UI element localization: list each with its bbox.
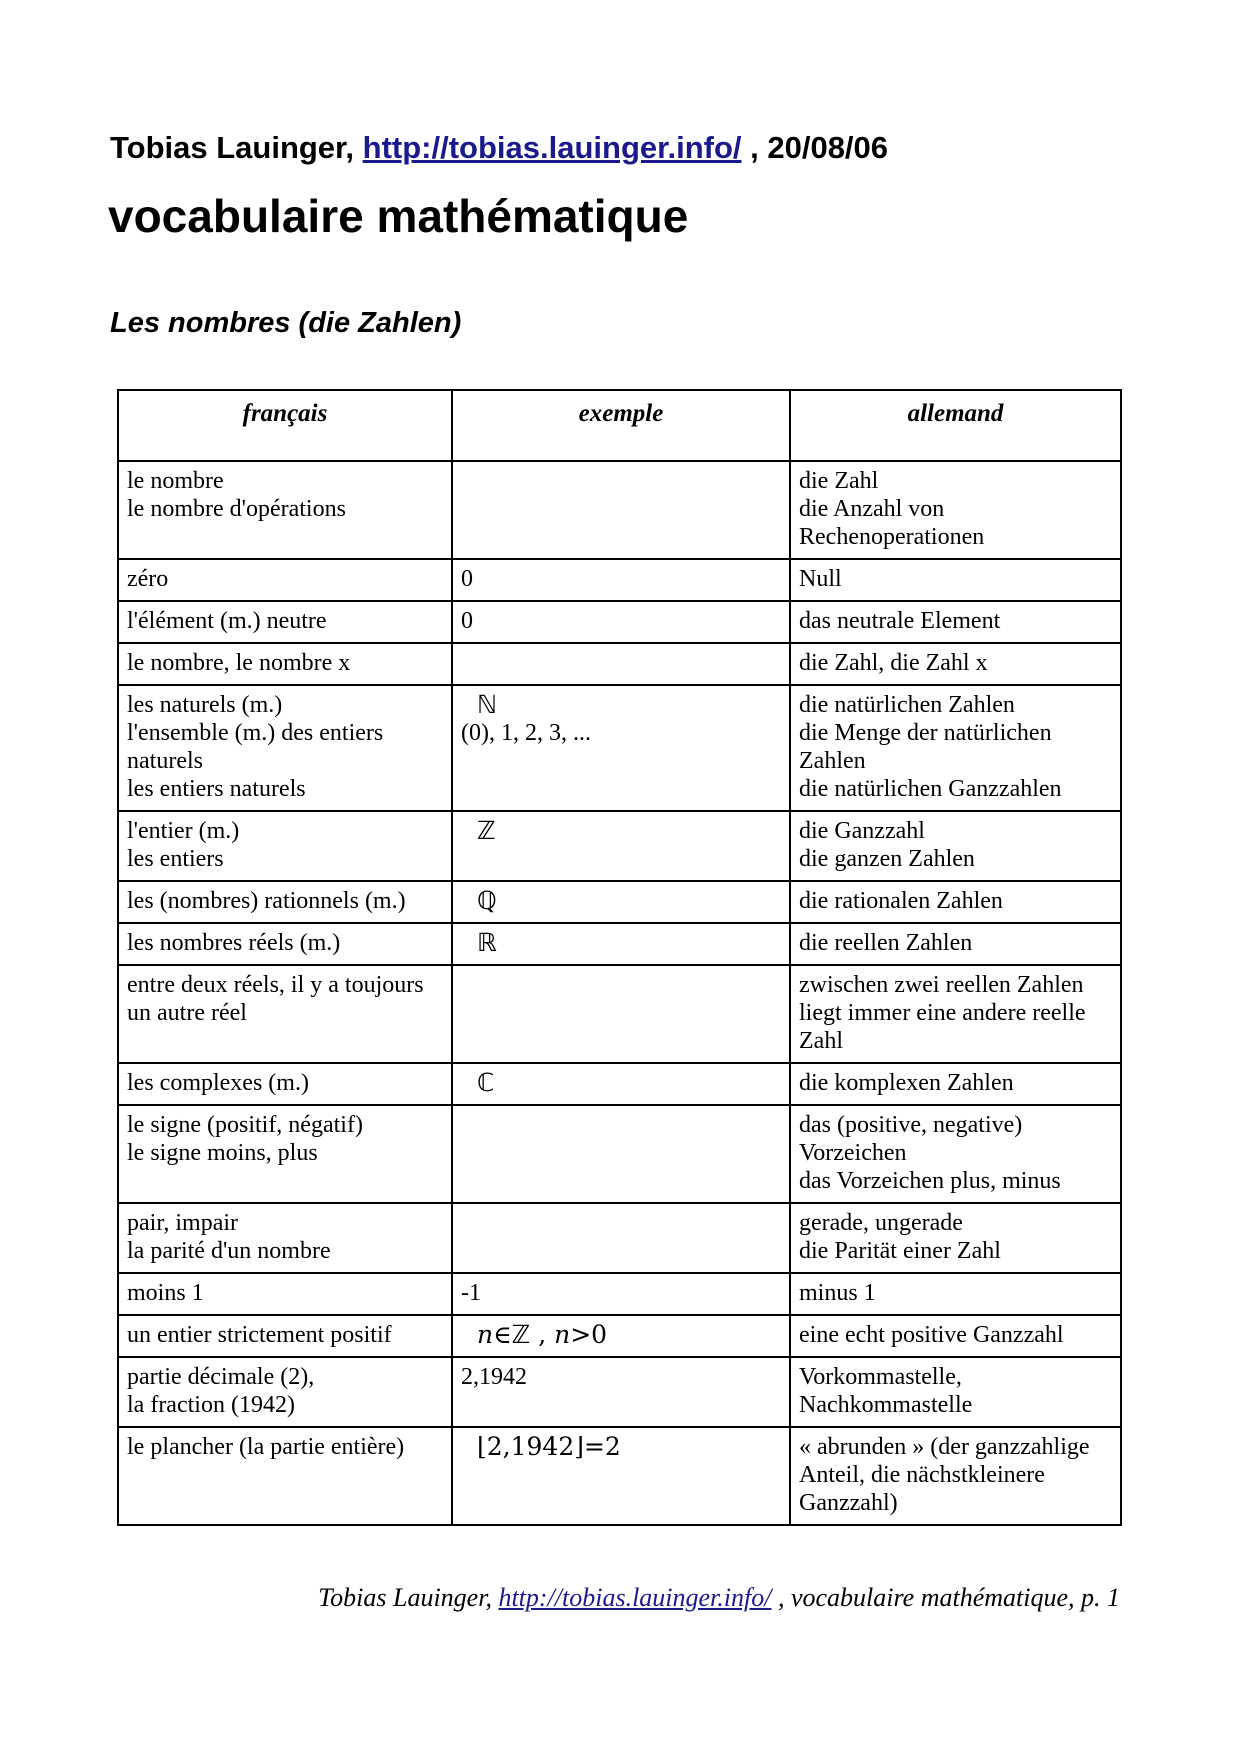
cell-line: minus 1: [799, 1280, 876, 1306]
cell-line: l'ensemble (m.) des entiers: [127, 720, 384, 746]
table-row: [118, 1203, 1121, 1273]
cell-line: « abrunden » (der ganzzahlige: [799, 1434, 1090, 1460]
doc-date: , 20/08/06: [741, 130, 889, 165]
cell-line: les complexes (m.): [127, 1070, 309, 1096]
cell-line: die komplexen Zahlen: [799, 1070, 1014, 1096]
formula-segment: >0: [570, 1320, 608, 1349]
cell-line: le signe (positif, négatif): [127, 1112, 363, 1138]
cell-line: le signe moins, plus: [127, 1140, 318, 1166]
cell-line: die natürlichen Zahlen: [799, 692, 1015, 718]
cell-line: die Menge der natürlichen: [799, 720, 1052, 746]
col-header-francais: français: [118, 390, 452, 461]
col-header-allemand: allemand: [790, 390, 1121, 461]
math-formula: [477, 1321, 781, 1349]
cell-allemand: [790, 965, 1121, 1063]
vocab-table-head: [118, 390, 1121, 461]
table-row: [118, 1315, 1121, 1357]
cell-line: la parité d'un nombre: [127, 1238, 331, 1264]
table-row: [118, 965, 1121, 1063]
table-row: [118, 1427, 1121, 1525]
cell-line: die reellen Zahlen: [799, 930, 973, 956]
cell-allemand: [790, 1203, 1121, 1273]
cell-line: eine echt positive Ganzzahl: [799, 1322, 1064, 1348]
author-website-link[interactable]: http://tobias.lauinger.info/: [362, 130, 742, 165]
cell-line: Zahlen: [799, 748, 866, 774]
cell-allemand: [790, 811, 1121, 881]
cell-line: -1: [461, 1280, 481, 1306]
math-formula: [477, 887, 781, 915]
vocab-table-body: [118, 461, 1121, 1525]
table-row: [118, 461, 1121, 559]
formula-segment: n: [554, 1320, 571, 1349]
cell-francais: [118, 1203, 452, 1273]
cell-line: Rechenoperationen: [799, 524, 985, 550]
cell-francais: [118, 601, 452, 643]
cell-line: un entier strictement positif: [127, 1322, 392, 1348]
cell-line: das neutrale Element: [799, 608, 1001, 634]
cell-line: das Vorzeichen plus, minus: [799, 1168, 1061, 1194]
cell-francais: [118, 1357, 452, 1427]
cell-allemand: [790, 461, 1121, 559]
cell-line: un autre réel: [127, 1000, 247, 1026]
doc-footer: [318, 1583, 1120, 1613]
formula-segment: ℝ: [477, 928, 497, 957]
cell-allemand: [790, 881, 1121, 923]
cell-francais: [118, 559, 452, 601]
cell-allemand: [790, 601, 1121, 643]
formula-segment: ℕ: [477, 690, 498, 719]
table-row: [118, 811, 1121, 881]
cell-exemple: [452, 685, 790, 811]
cell-line: la fraction (1942): [127, 1392, 295, 1418]
col-header-exemple: exemple: [452, 390, 790, 461]
cell-line: les entiers naturels: [127, 776, 306, 802]
cell-francais: [118, 881, 452, 923]
table-row: [118, 1063, 1121, 1105]
math-formula: [477, 1433, 781, 1461]
cell-line: partie décimale (2),: [127, 1364, 315, 1390]
cell-line: les nombres réels (m.): [127, 930, 341, 956]
cell-line: naturels: [127, 748, 203, 774]
formula-segment: ℤ: [511, 1320, 531, 1349]
cell-line: die Parität einer Zahl: [799, 1238, 1001, 1264]
cell-exemple: [452, 965, 790, 1063]
table-row: [118, 1357, 1121, 1427]
cell-exemple: [452, 1063, 790, 1105]
footer-author: Tobias Lauinger,: [318, 1583, 499, 1612]
cell-allemand: [790, 923, 1121, 965]
cell-allemand: [790, 1357, 1121, 1427]
cell-line: die Zahl, die Zahl x: [799, 650, 988, 676]
cell-line: l'entier (m.): [127, 818, 240, 844]
cell-allemand: [790, 1315, 1121, 1357]
cell-exemple: [452, 1315, 790, 1357]
cell-line: die rationalen Zahlen: [799, 888, 1003, 914]
section-heading: Les nombres (die Zahlen): [110, 307, 462, 339]
cell-exemple: [452, 1357, 790, 1427]
cell-line: 0: [461, 566, 473, 592]
cell-line: zwischen zwei reellen Zahlen: [799, 972, 1084, 998]
cell-exemple: [452, 1203, 790, 1273]
cell-line: das (positive, negative): [799, 1112, 1023, 1138]
cell-line: gerade, ungerade: [799, 1210, 963, 1236]
cell-francais: [118, 923, 452, 965]
footer-website-link[interactable]: http://tobias.lauinger.info/: [498, 1583, 772, 1612]
cell-line: l'élément (m.) neutre: [127, 608, 327, 634]
cell-exemple: [452, 881, 790, 923]
author-name: Tobias Lauinger,: [110, 130, 363, 165]
cell-line: les (nombres) rationnels (m.): [127, 888, 406, 914]
header-row: [118, 390, 1121, 461]
cell-allemand: [790, 643, 1121, 685]
table-row: [118, 685, 1121, 811]
cell-exemple: [452, 1427, 790, 1525]
formula-segment: ℂ: [477, 1068, 495, 1097]
doc-title: vocabulaire mathématique: [108, 190, 689, 242]
table-row: [118, 601, 1121, 643]
cell-line: les naturels (m.): [127, 692, 283, 718]
cell-francais: [118, 1105, 452, 1203]
formula-segment: ,: [530, 1320, 555, 1349]
cell-line: die Anzahl von: [799, 496, 945, 522]
table-row: [118, 643, 1121, 685]
formula-segment: ⌊2,1942⌋=2: [477, 1432, 621, 1461]
cell-exemple: [452, 643, 790, 685]
cell-line: le nombre: [127, 468, 224, 494]
cell-francais: [118, 461, 452, 559]
cell-exemple: [452, 1105, 790, 1203]
cell-francais: [118, 685, 452, 811]
formula-segment: ∈: [493, 1320, 512, 1349]
cell-exemple: [452, 601, 790, 643]
cell-allemand: [790, 1063, 1121, 1105]
cell-line: die Ganzzahl: [799, 818, 925, 844]
cell-line: le nombre d'opérations: [127, 496, 346, 522]
cell-exemple: [452, 811, 790, 881]
cell-line: entre deux réels, il y a toujours: [127, 972, 424, 998]
cell-exemple: [452, 923, 790, 965]
cell-francais: [118, 965, 452, 1063]
cell-exemple: [452, 461, 790, 559]
cell-line: les entiers: [127, 846, 224, 872]
cell-francais: [118, 643, 452, 685]
cell-line: (0), 1, 2, 3, ...: [461, 720, 591, 746]
cell-francais: [118, 1315, 452, 1357]
cell-line: le nombre, le nombre x: [127, 650, 351, 676]
cell-line: die natürlichen Ganzzahlen: [799, 776, 1062, 802]
cell-allemand: [790, 1427, 1121, 1525]
cell-line: Nachkommastelle: [799, 1392, 973, 1418]
table-row: [118, 1273, 1121, 1315]
cell-francais: [118, 811, 452, 881]
footer-doc-title: , vocabulaire mathématique, p. 1: [771, 1583, 1120, 1612]
cell-francais: [118, 1063, 452, 1105]
cell-line: 0: [461, 608, 473, 634]
cell-allemand: [790, 559, 1121, 601]
cell-francais: [118, 1427, 452, 1525]
cell-line: zéro: [127, 566, 169, 592]
cell-line: 2,1942: [461, 1364, 527, 1390]
vocab-table: [117, 389, 1122, 1526]
formula-segment: n: [477, 1320, 494, 1349]
cell-line: liegt immer eine andere reelle: [799, 1000, 1086, 1026]
cell-line: Vorzeichen: [799, 1140, 907, 1166]
formula-segment: ℤ: [477, 816, 496, 845]
math-formula: [477, 1069, 781, 1097]
cell-line: pair, impair: [127, 1210, 238, 1236]
cell-allemand: [790, 685, 1121, 811]
cell-line: Vorkommastelle,: [799, 1364, 962, 1390]
cell-line: Zahl: [799, 1028, 843, 1054]
cell-line: die Zahl: [799, 468, 879, 494]
cell-exemple: [452, 559, 790, 601]
cell-line: Anteil, die nächstkleinere: [799, 1462, 1045, 1488]
math-formula: [477, 929, 781, 957]
cell-allemand: [790, 1105, 1121, 1203]
cell-exemple: [452, 1273, 790, 1315]
cell-allemand: [790, 1273, 1121, 1315]
cell-line: Null: [799, 566, 842, 592]
cell-line: le plancher (la partie entière): [127, 1434, 405, 1460]
table-row: [118, 1105, 1121, 1203]
cell-francais: [118, 1273, 452, 1315]
cell-line: moins 1: [127, 1280, 204, 1306]
table-row: [118, 881, 1121, 923]
formula-segment: ℚ: [477, 886, 497, 915]
doc-header: [110, 130, 888, 166]
math-formula: [477, 817, 781, 845]
table-row: [118, 559, 1121, 601]
table-row: [118, 923, 1121, 965]
cell-line: Ganzzahl): [799, 1490, 898, 1516]
math-formula: [477, 691, 781, 719]
cell-line: die ganzen Zahlen: [799, 846, 975, 872]
